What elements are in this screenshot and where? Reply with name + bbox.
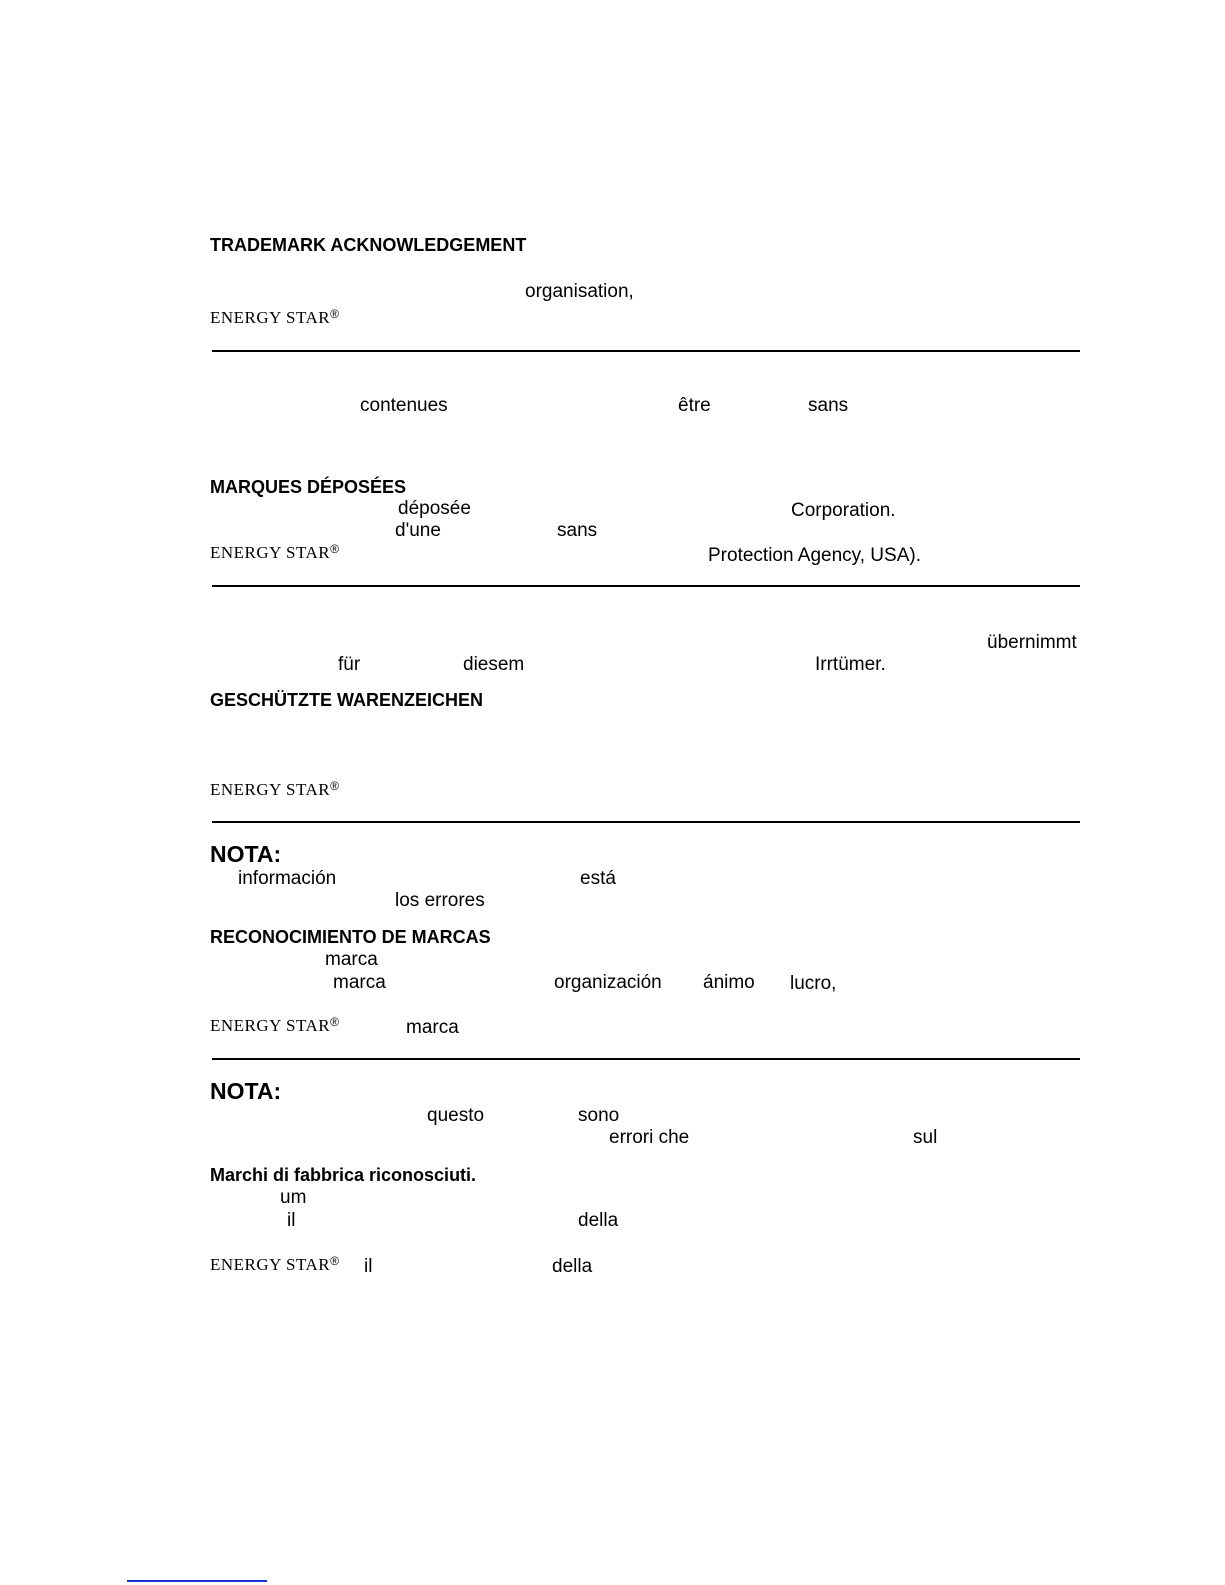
german-diesem-word: diesem <box>463 654 525 675</box>
spanish-esta-word: está <box>580 868 616 889</box>
french-energy-star: ENERGY STAR® <box>210 542 340 562</box>
section-divider <box>212 350 1080 352</box>
english-heading: TRADEMARK ACKNOWLEDGEMENT <box>210 235 527 255</box>
french-deposee-word: déposée <box>398 498 471 519</box>
french-heading: MARQUES DÉPOSÉES <box>210 477 407 497</box>
footer-link-underline <box>127 1580 267 1582</box>
italian-il-word-1: il <box>287 1210 296 1231</box>
french-sans-word-2: sans <box>557 520 598 541</box>
spanish-animo-word: ánimo <box>703 972 755 993</box>
english-organisation-word: organisation, <box>525 281 634 302</box>
german-irrtumer-word: Irrtümer. <box>815 654 886 675</box>
spanish-errores-word: los errores <box>395 890 485 911</box>
german-fur-word: für <box>338 654 361 675</box>
spanish-organizacion-word: organización <box>554 972 662 993</box>
french-dune-word: d'une <box>395 520 441 541</box>
italian-errori-che-text: errori che <box>609 1127 690 1148</box>
spanish-marca-word-2: marca <box>333 972 386 993</box>
italian-questo-word: questo <box>427 1105 485 1126</box>
german-ubernimmt-word: übernimmt <box>987 632 1077 653</box>
section-divider <box>212 1058 1080 1060</box>
german-energy-star: ENERGY STAR® <box>210 779 340 799</box>
spanish-marca-word-3: marca <box>406 1017 459 1038</box>
french-etre-word: être <box>678 395 711 416</box>
italian-il-word-2: il <box>364 1256 373 1277</box>
spanish-lucro-word: lucro, <box>790 973 837 994</box>
french-protection-agency-text: Protection Agency, USA). <box>708 545 921 566</box>
italian-um-word: um <box>280 1187 307 1208</box>
italian-energy-star: ENERGY STAR® <box>210 1254 340 1274</box>
spanish-energy-star: ENERGY STAR® <box>210 1015 340 1035</box>
french-sans-word: sans <box>808 395 849 416</box>
spanish-nota-heading: NOTA: <box>210 841 282 867</box>
italian-heading: Marchi di fabbrica riconosciuti. <box>210 1165 477 1185</box>
section-divider <box>212 585 1080 587</box>
spanish-informacion-word: información <box>238 868 337 889</box>
french-corporation-word: Corporation. <box>791 500 896 521</box>
italian-della-word-2: della <box>552 1256 593 1277</box>
spanish-marca-word-1: marca <box>325 949 378 970</box>
italian-nota-heading: NOTA: <box>210 1078 282 1104</box>
section-divider <box>212 821 1080 823</box>
spanish-heading: RECONOCIMIENTO DE MARCAS <box>210 927 491 947</box>
italian-sul-word: sul <box>913 1127 938 1148</box>
german-heading: GESCHÜTZTE WARENZEICHEN <box>210 690 484 710</box>
english-energy-star: ENERGY STAR® <box>210 307 340 327</box>
french-contenues-word: contenues <box>360 395 448 416</box>
italian-della-word-1: della <box>578 1210 619 1231</box>
italian-sono-word: sono <box>578 1105 620 1126</box>
